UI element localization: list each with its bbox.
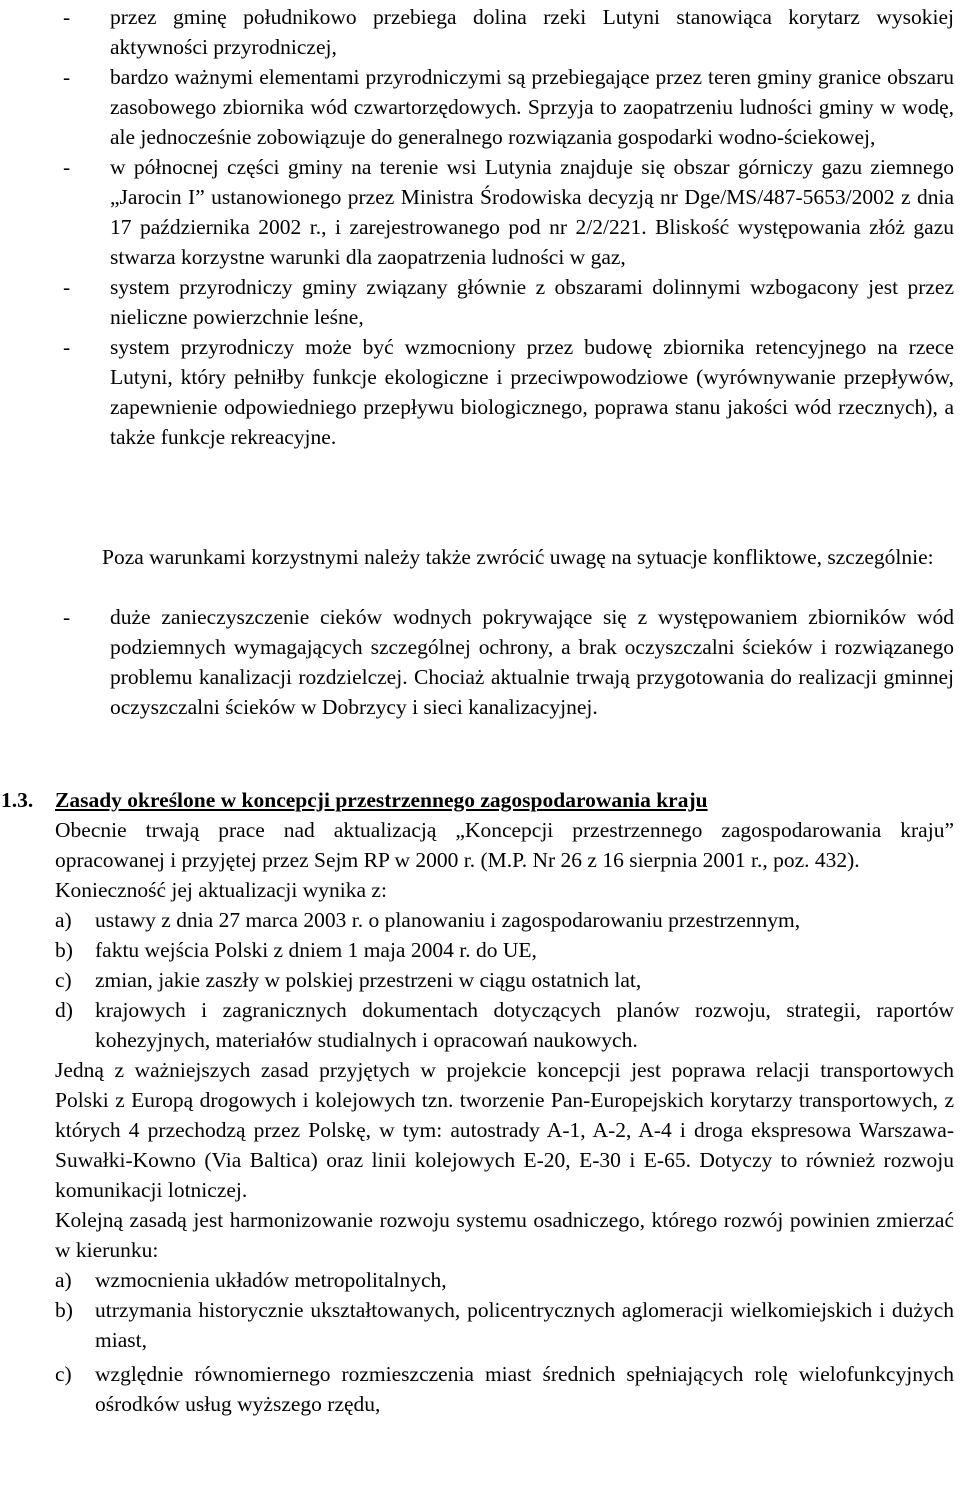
list-item-text: krajowych i zagranicznych dokumentach dotyczących planów rozwoju, strategii, raportów kohezyjnych, materiałów studialnych i opracowań naukowych. xyxy=(95,998,954,1052)
list-item-text: duże zanieczyszczenie cieków wodnych pokrywające się z występowaniem zbiorników wód podziemnych wymagających szczególnej ochrony, a brak oczyszczalni ścieków i rozwiązanego problemu kanalizacji rozdzielczej. Chociaż aktualnie trwają przygotowania do realizacji gminnej oczyszczalni ścieków w Dobrzycy i sieci kanalizacyjnej. xyxy=(110,605,954,719)
directions-list xyxy=(55,1265,954,1419)
bullet-dash: - xyxy=(63,155,71,179)
list-item-text: przez gminę południkowo przebiega dolina rzeki Lutyni stanowiąca korytarz wysokiej aktywności przyrodniczej, xyxy=(110,5,954,59)
list-item xyxy=(58,272,954,332)
list-item xyxy=(55,1265,954,1295)
paragraph-need-label: Konieczność jej aktualizacji wynika z: xyxy=(55,878,387,902)
list-item xyxy=(55,935,954,965)
list-item-text: utrzymania historycznie ukształtowanych, policentrycznych aglomeracji wielkomiejskich i dużych miast, xyxy=(95,1298,954,1352)
bullet-dash: - xyxy=(63,5,71,29)
section-heading xyxy=(1,785,708,815)
list-item-text: system przyrodniczy może być wzmocniony przez budowę zbiornika retencyjnego na rzece Lutyni, który pełniłby funkcje ekologiczne i przeciwpowodziowe (wyrównywanie przepływów, zapewnienie odpowiedniego przepływu biologicznego, poprawa stanu jakości wód rzecznych), a także funkcje rekreacyjne. xyxy=(110,335,954,449)
list-item xyxy=(58,152,954,272)
list-item xyxy=(55,905,954,935)
list-item-text: względnie równomiernego rozmieszczenia miast średnich spełniających rolę wielofunkcyjnych ośrodków usług wyższego rzędu, xyxy=(95,1362,954,1416)
list-item-text: system przyrodniczy gminy związany głównie z obszarami dolinnymi wzbogacony jest przez nieliczne powierzchnie leśne, xyxy=(110,275,954,329)
list-item xyxy=(58,2,954,62)
bullet-list-conflicts xyxy=(58,602,954,722)
section-number: 1.3. xyxy=(1,788,34,812)
list-item-text: ustawy z dnia 27 marca 2003 r. o planowaniu i zagospodarowaniu przestrzennym, xyxy=(95,908,801,932)
list-item-text: w północnej części gminy na terenie wsi Lutynia znajduje się obszar górniczy gazu ziemnego „Jarocin I” ustanowionego przez Ministra Środowiska decyzją nr Dge/MS/487-5653/2002 z dnia 17 października 2002 r., i zarejestrowanego pod nr 2/2/221. Bliskość występowania złóż gazu stwarza korzystne warunki dla zaopatrzenia ludności w gaz, xyxy=(110,155,954,269)
bullet-dash: - xyxy=(63,65,71,89)
paragraph-transport-principle: Jedną z ważniejszych zasad przyjętych w projekcie koncepcji jest poprawa relacji transportowych Polski z Europą drogowych i kolejowych tzn. tworzenie Pan-Europejskich korytarzy transportowych, z których 4 przechodzą przez Polskę, w tym: autostrady A-1, A-2, A-4 i droga ekspresowa Warszawa-Suwałki-Kowno (Via Baltica) oraz linii kolejowych E-20, E-30 i E-65. Dotyczy to również rozwoju komunikacji lotniczej. xyxy=(55,1058,954,1202)
paragraph-intro: Obecnie trwają prace nad aktualizacją „Koncepcji przestrzennego zagospodarowania kraju” opracowanej i przyjętej przez Sejm RP w 2000 r. (M.P. Nr 26 z 16 sierpnia 2001 r., poz. 432). xyxy=(55,818,954,872)
list-item xyxy=(55,1295,954,1355)
section-body xyxy=(55,815,954,1419)
reasons-list xyxy=(55,905,954,1055)
bullet-dash: - xyxy=(63,275,71,299)
list-item-label: c) xyxy=(55,1362,72,1386)
paragraph-conflicts: Poza warunkami korzystnymi należy także zwrócić uwagę na sytuacje konfliktowe, szczególnie: xyxy=(102,545,934,569)
list-item xyxy=(55,995,954,1055)
list-item xyxy=(58,602,954,722)
list-item-text: wzmocnienia układów metropolitalnych, xyxy=(95,1268,447,1292)
list-item-label: a) xyxy=(55,908,72,932)
list-item-text: zmian, jakie zaszły w polskiej przestrzeni w ciągu ostatnich lat, xyxy=(95,968,642,992)
list-item-label: a) xyxy=(55,1268,72,1292)
list-item-text: bardzo ważnymi elementami przyrodniczymi są przebiegające przez teren gminy granice obszaru zasobowego zbiornika wód czwartorzędowych. Sprzyja to zaopatrzeniu ludności gminy w wodę, ale jednocześnie zobowiązuje do generalnego rozwiązania gospodarki wodno-ściekowej, xyxy=(110,65,954,149)
list-item xyxy=(55,1359,954,1419)
list-item-label: c) xyxy=(55,968,72,992)
bullet-dash: - xyxy=(63,335,71,359)
bullet-dash: - xyxy=(63,605,71,629)
list-item-text: faktu wejścia Polski z dniem 1 maja 2004 r. do UE, xyxy=(95,938,537,962)
list-item xyxy=(55,965,954,995)
list-item xyxy=(58,62,954,152)
list-item xyxy=(58,332,954,452)
bullet-list-conditions xyxy=(58,2,954,452)
list-item-label: d) xyxy=(55,998,73,1022)
list-item-label: b) xyxy=(55,938,73,962)
paragraph-settlement-principle: Kolejną zasadą jest harmonizowanie rozwoju systemu osadniczego, którego rozwój powinien zmierzać w kierunku: xyxy=(55,1208,954,1262)
list-item-label: b) xyxy=(55,1298,73,1322)
section-title: Zasady określone w koncepcji przestrzennego zagospodarowania kraju xyxy=(55,788,708,812)
